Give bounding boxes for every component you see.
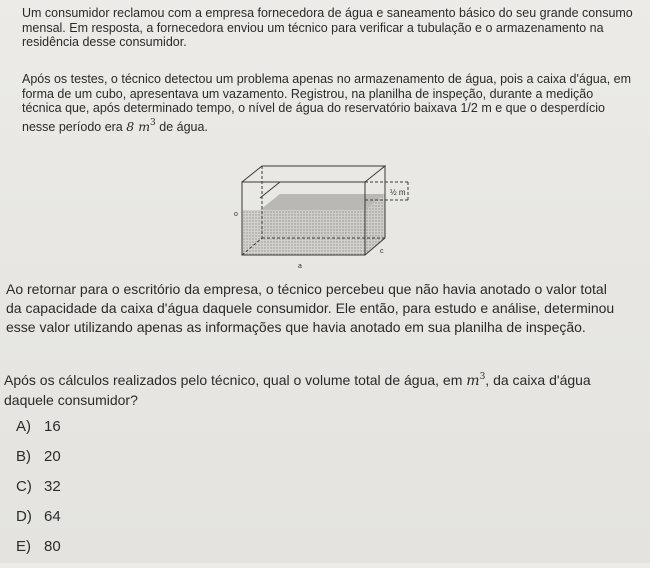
unit-exponent: 3 [479,372,486,382]
option-c[interactable] [16,478,61,508]
question-text: Após os cálculos realizados pelo técnico, qual o volume total de água, em [4,372,463,388]
intro-paragraph [22,6,634,50]
option-letter: E) [16,538,31,555]
return-text: Ao retornar para o escritório da empresa, o técnico percebeu que não havia anotado o valor total da capacidade da caixa d'água daquele consumidor. Ele então, para estudo e análise, determinou esse valor utilizando apenas as informações que havia anotado em sua planilha de inspeção. [6,281,615,335]
test-paragraph [22,72,634,134]
intro-text: Um consumidor reclamou com a empresa fornecedora de água e saneamento básico do seu grande consumo mensal. Em resposta, a fornecedora enviou um técnico para verificar a tubulação e o armazenamento na residência desse consumidor. [22,6,633,49]
option-value: 20 [44,448,61,465]
option-letter: A) [16,418,31,435]
option-b[interactable] [16,448,61,478]
option-value: 64 [44,508,61,525]
waste-unit: m [138,118,151,134]
waste-exponent: 3 [150,117,156,128]
question-text-end: , da caixa d'água daquele consumidor? [4,372,591,408]
option-letter: B) [16,448,31,465]
option-value: 32 [44,478,61,495]
waste-value: 8 [126,118,135,134]
label-a: a [298,263,302,270]
label-o: o [234,211,238,218]
option-value: 16 [44,418,61,435]
option-d[interactable] [16,508,61,538]
question-stem [4,368,624,410]
unit-m: m [466,373,480,389]
option-a[interactable] [16,418,61,448]
option-letter: C) [16,478,32,495]
water-surface [260,194,385,210]
return-paragraph [6,280,621,337]
question-unit [466,373,485,389]
test-text: Após os testes, o técnico detectou um problema apenas no armazenamento de água, pois a caixa d'água, em forma de um cubo, apresentava um vazamento. Registrou, na planilha de inspeção, durante a medição técnica que, após determinado tempo, o nível de água do reservatório baixava 1/2 m e que o desperdício nesse período era [22,72,632,134]
answer-options [16,418,61,568]
label-c: c [380,248,384,255]
test-text-end: de água. [159,119,208,134]
option-value: 80 [44,538,61,555]
option-e[interactable] [16,538,61,568]
option-letter: D) [16,508,32,525]
cube-figure [234,160,410,272]
half-meter-label: ½ m [390,188,406,197]
waste-volume [126,119,156,134]
